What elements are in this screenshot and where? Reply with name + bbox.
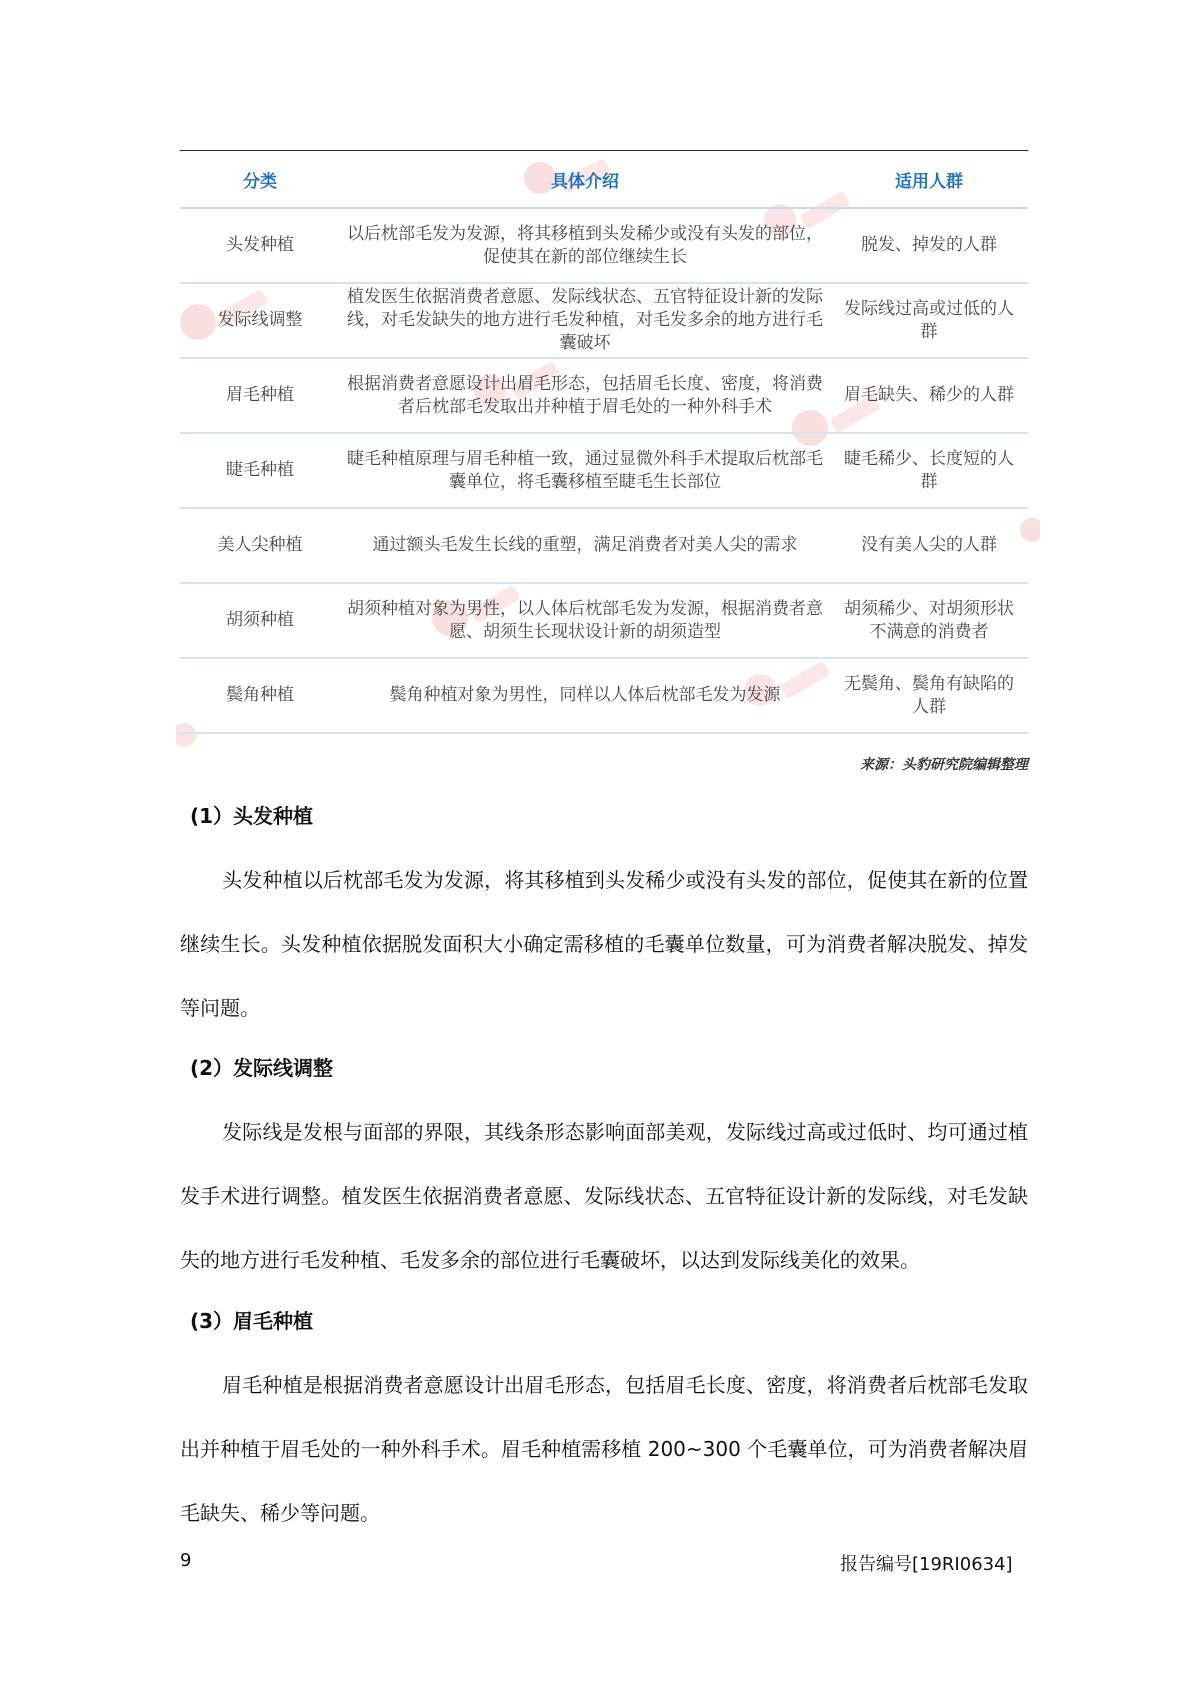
cell-category: 鬓角种植 [226,685,294,705]
page-number: 9 [180,1550,192,1571]
cell-intro: 植发医生依据消费者意愿、发际线状态、五官特征设计新的发际线，对毛发缺失的地方进行毛发种植，对毛发多余的地方进行毛囊破坏 [347,287,823,353]
cell-intro: 根据消费者意愿设计出眉毛形态，包括眉毛长度、密度，将消费者后枕部毛发取出并种植于眉毛处的一种外科手术 [347,373,823,417]
cell-audience: 发际线过高或过低的人群 [844,298,1014,342]
section-paragraph [180,1353,1028,1545]
cell-category: 胡须种植 [226,610,294,630]
cell-audience: 脱发、掉发的人群 [861,235,997,255]
cell-category: 眉毛种植 [226,385,294,405]
table-header-row [180,151,1028,209]
table-row [180,209,1028,284]
section-heading: (3）眉毛种植 [190,1309,314,1333]
cell-category: 头发种植 [226,235,294,255]
cell-intro: 睫毛种植原理与眉毛种植一致，通过显微外科手术提取后枕部毛囊单位，将毛囊移植至睫毛生长部位 [347,448,823,492]
table-row [180,284,1028,359]
cell-audience: 眉毛缺失、稀少的人群 [844,385,1014,405]
cell-intro: 鬓角种植对象为男性，同样以人体后枕部毛发为发源 [389,685,781,705]
cell-intro: 胡须种植对象为男性，以人体后枕部毛发为发源，根据消费者意愿、胡须生长现状设计新的胡须造型 [347,598,823,642]
cell-category: 发际线调整 [217,310,303,330]
table-row [180,359,1028,434]
table-row [180,584,1028,659]
section-paragraph-text: 头发种植以后枕部毛发为发源，将其移植到头发稀少或没有头发的部位，促使其在新的位置继续生长。头发种植依据脱发面积大小确定需移植的毛囊单位数量，可为消费者解决脱发、掉发等问题。 [180,868,1028,1020]
section-paragraph-text: 发际线是发根与面部的界限，其线条形态影响面部美观，发际线过高或过低时、均可通过植发手术进行调整。植发医生依据消费者意愿、发际线状态、五官特征设计新的发际线，对毛发缺失的地方进行毛发种植、毛发多余的部位进行毛囊破坏，以达到发际线美化的效果。 [180,1120,1028,1272]
cell-audience: 没有美人尖的人群 [861,535,997,555]
table-row [180,509,1028,584]
section-heading: (1）头发种植 [190,804,314,828]
cell-audience: 胡须稀少、对胡须形状不满意的消费者 [844,598,1014,642]
section-paragraph [180,848,1028,1040]
table-row [180,659,1028,734]
header-intro: 具体介绍 [551,171,619,192]
cell-audience: 无鬓角、鬓角有缺陷的人群 [844,673,1014,717]
table-row [180,434,1028,509]
section-heading: (2）发际线调整 [190,1056,334,1080]
report-id: 报告编号[19RI0634] [840,1554,1013,1575]
cell-intro: 通过额头毛发生长线的重塑，满足消费者对美人尖的需求 [372,535,798,555]
cell-category: 美人尖种植 [217,535,303,555]
header-audience: 适用人群 [895,171,963,192]
cell-category: 睫毛种植 [226,460,294,480]
table-source-note: 来源：头豹研究院编辑整理 [860,757,1028,773]
header-category: 分类 [243,171,277,192]
section-paragraph-text: 眉毛种植是根据消费者意愿设计出眉毛形态，包括眉毛长度、密度，将消费者后枕部毛发取出并种植于眉毛处的一种外科手术。眉毛种植需移植 200~300 个毛囊单位，可为消费者解决眉毛缺失、稀少等问题。 [180,1373,1028,1525]
section-paragraph [180,1100,1028,1292]
cell-intro: 以后枕部毛发为发源，将其移植到头发稀少或没有头发的部位，促使其在新的部位继续生长 [347,223,823,267]
hair-transplant-category-table [180,150,1028,773]
cell-audience: 睫毛稀少、长度短的人群 [844,448,1014,492]
